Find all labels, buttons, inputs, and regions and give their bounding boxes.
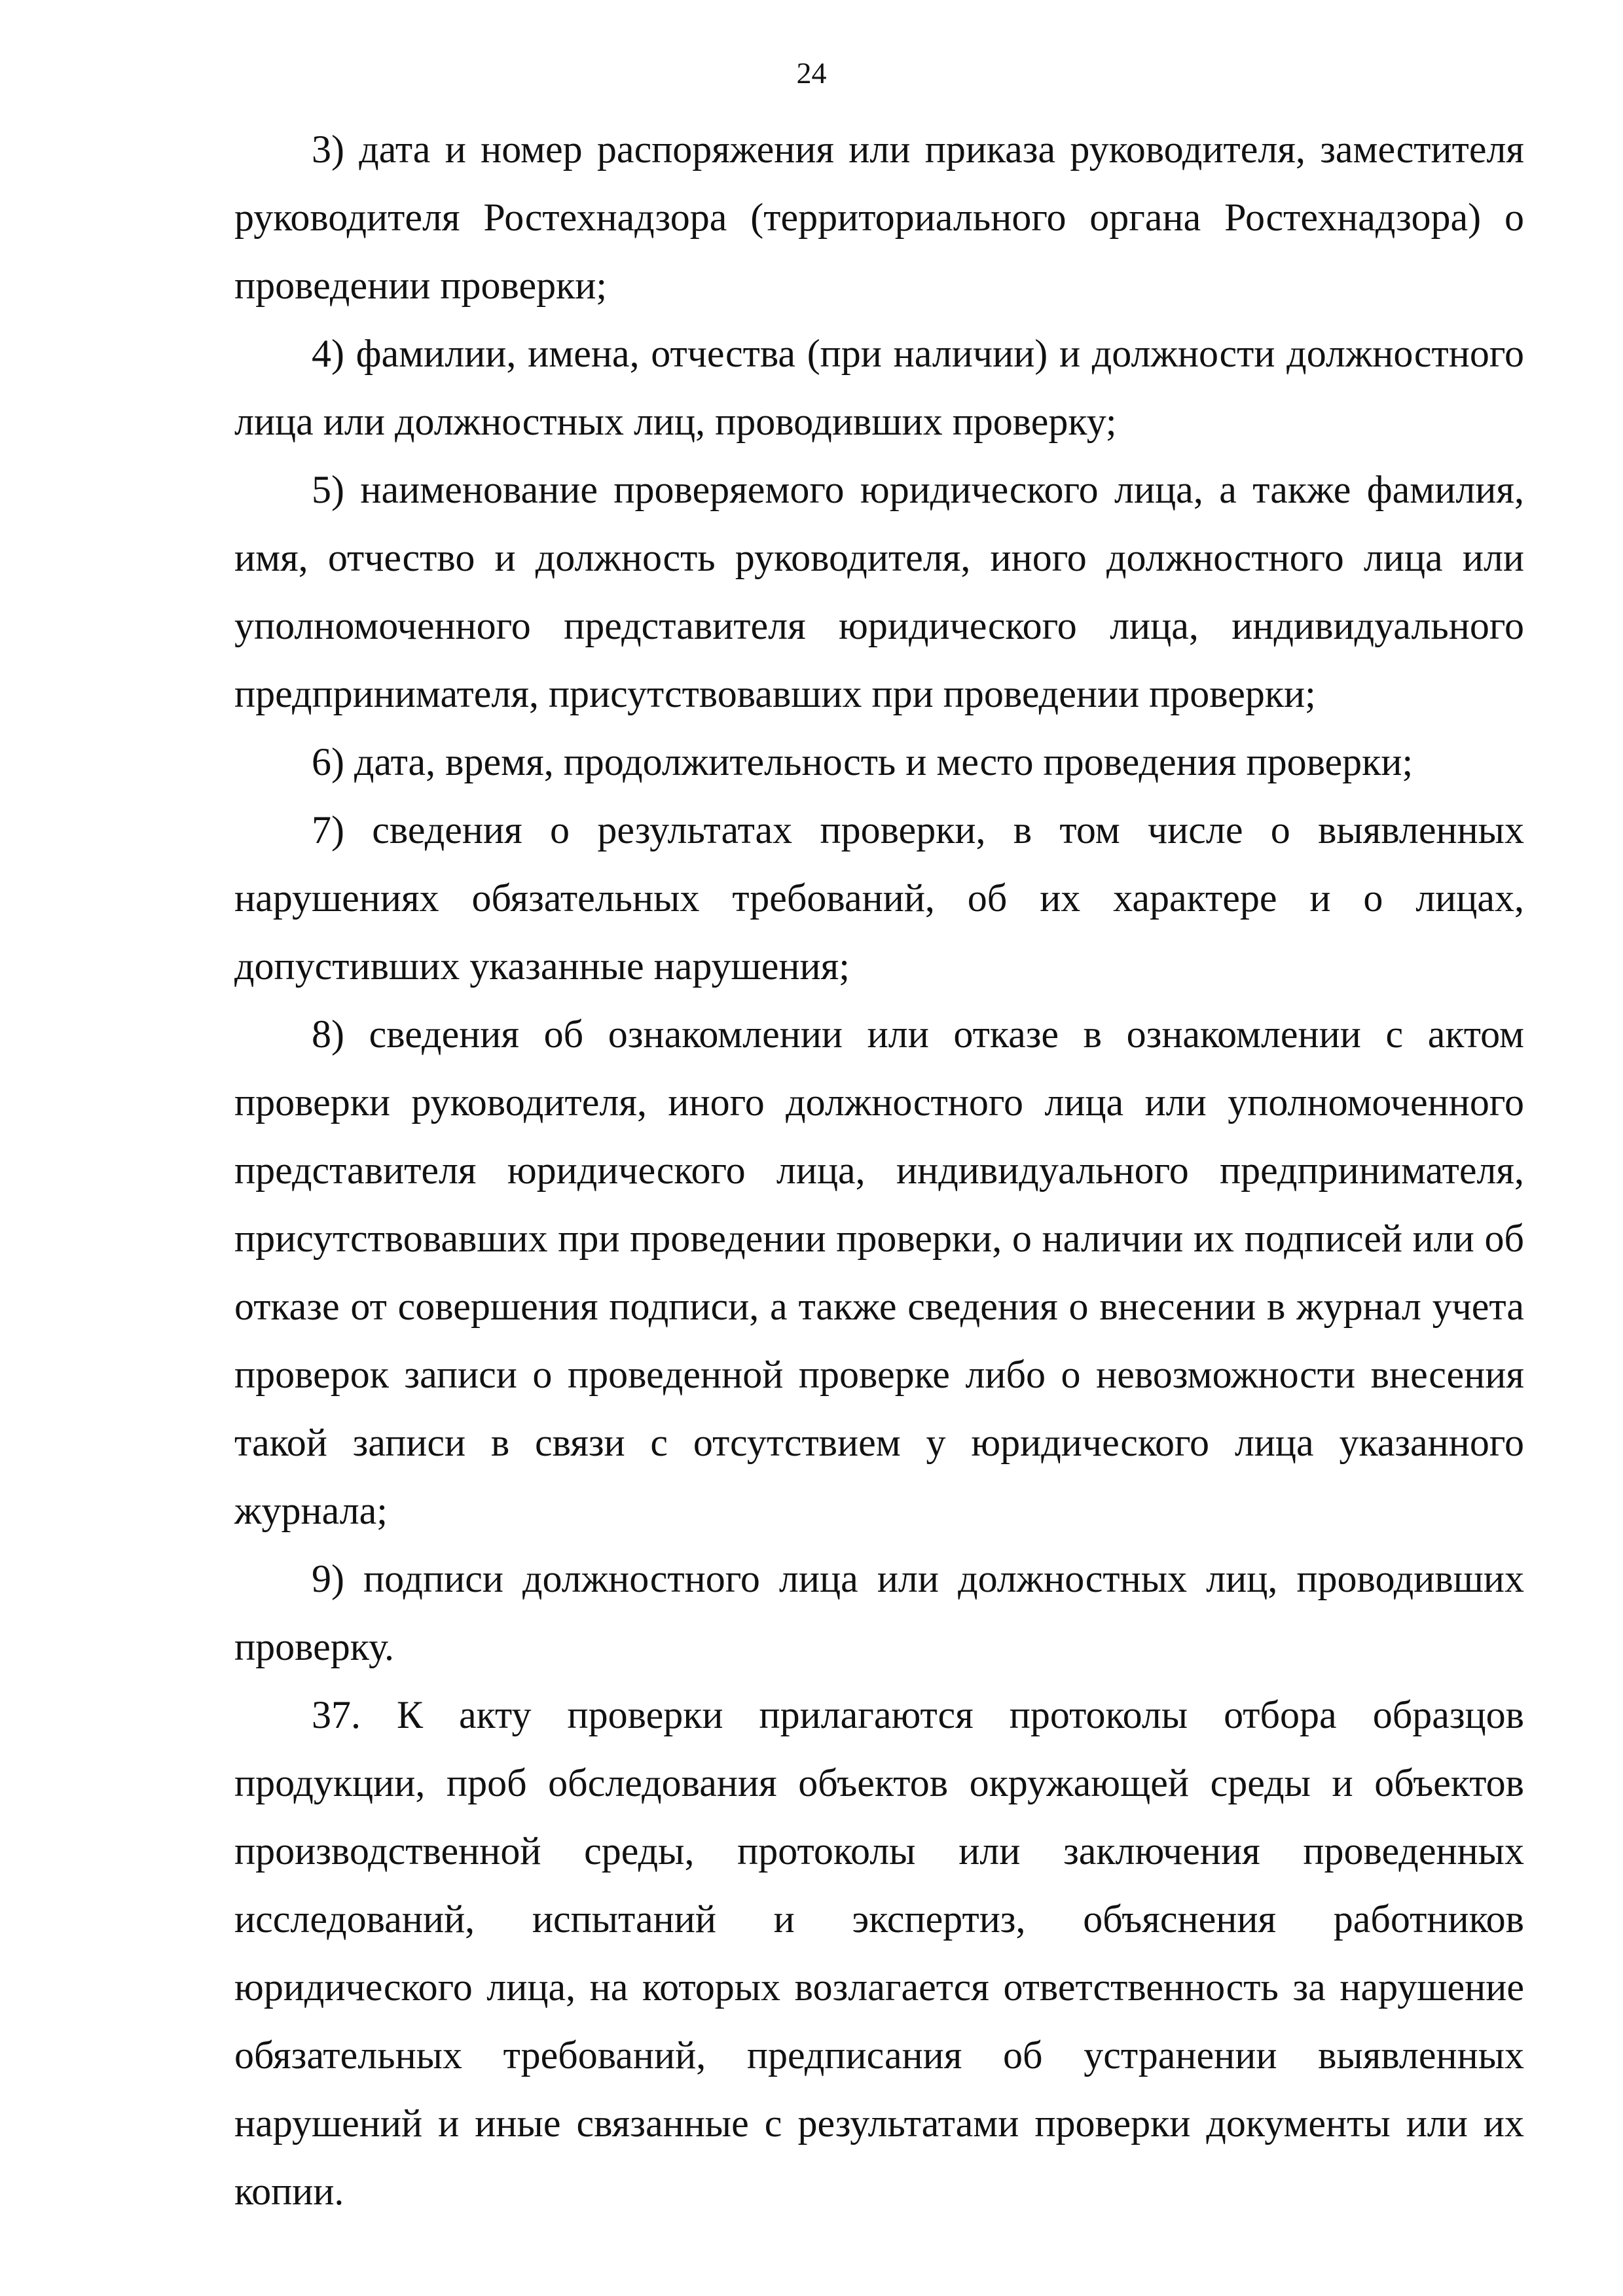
paragraph-item-6: 6) дата, время, продолжительность и место проведения проверки;	[312, 740, 1413, 783]
paragraph-item-8: 8) сведения об ознакомлении или отказе в ознакомлении с актом проверки руководителя, иного должностного лица или уполномоченного представителя юридического лица, индивидуального предпринимателя, присутствовавших при проведении проверки, о наличии их подписей или об отказе от совершения подписи, а также сведения о внесении в журнал учета проверок записи о проведенной проверке либо о невозможности внесения такой записи в связи с отсутствием у юридического лица указанного журнала;	[234, 1013, 1524, 1532]
paragraph-item-3: 3) дата и номер распоряжения или приказа руководителя, заместителя руководителя Ростехнадзора (территориального органа Ростехнадзора) о проведении проверки;	[234, 128, 1524, 307]
paragraph-section-37: 37. К акту проверки прилагаются протоколы отбора образцов продукции, проб обследования объектов окружающей среды и объектов производственной среды, протоколы или заключения проведенных исследований, испытаний и экспертиз, объяснения работников юридического лица, на которых возлагается ответственность за нарушение обязательных требований, предписания об устранении выявленных нарушений и иные связанные с результатами проверки документы или их копии.	[234, 1693, 1524, 2213]
paragraph-item-7: 7) сведения о результатах проверки, в том числе о выявленных нарушениях обязательных требований, об их характере и о лицах, допустивших указанные нарушения;	[234, 808, 1524, 988]
paragraph-item-4: 4) фамилии, имена, отчества (при наличии) и должности должностного лица или должностных лиц, проводивших проверку;	[234, 332, 1524, 443]
paragraph-item-5: 5) наименование проверяемого юридического лица, а также фамилия, имя, отчество и должность руководителя, иного должностного лица или уполномоченного представителя юридического лица, индивидуального предпринимателя, присутствовавших при проведении проверки;	[234, 468, 1524, 715]
page-number: 24	[796, 56, 827, 90]
paragraph-item-9: 9) подписи должностного лица или должностных лиц, проводивших проверку.	[234, 1557, 1524, 1668]
document-body	[234, 115, 1524, 2225]
